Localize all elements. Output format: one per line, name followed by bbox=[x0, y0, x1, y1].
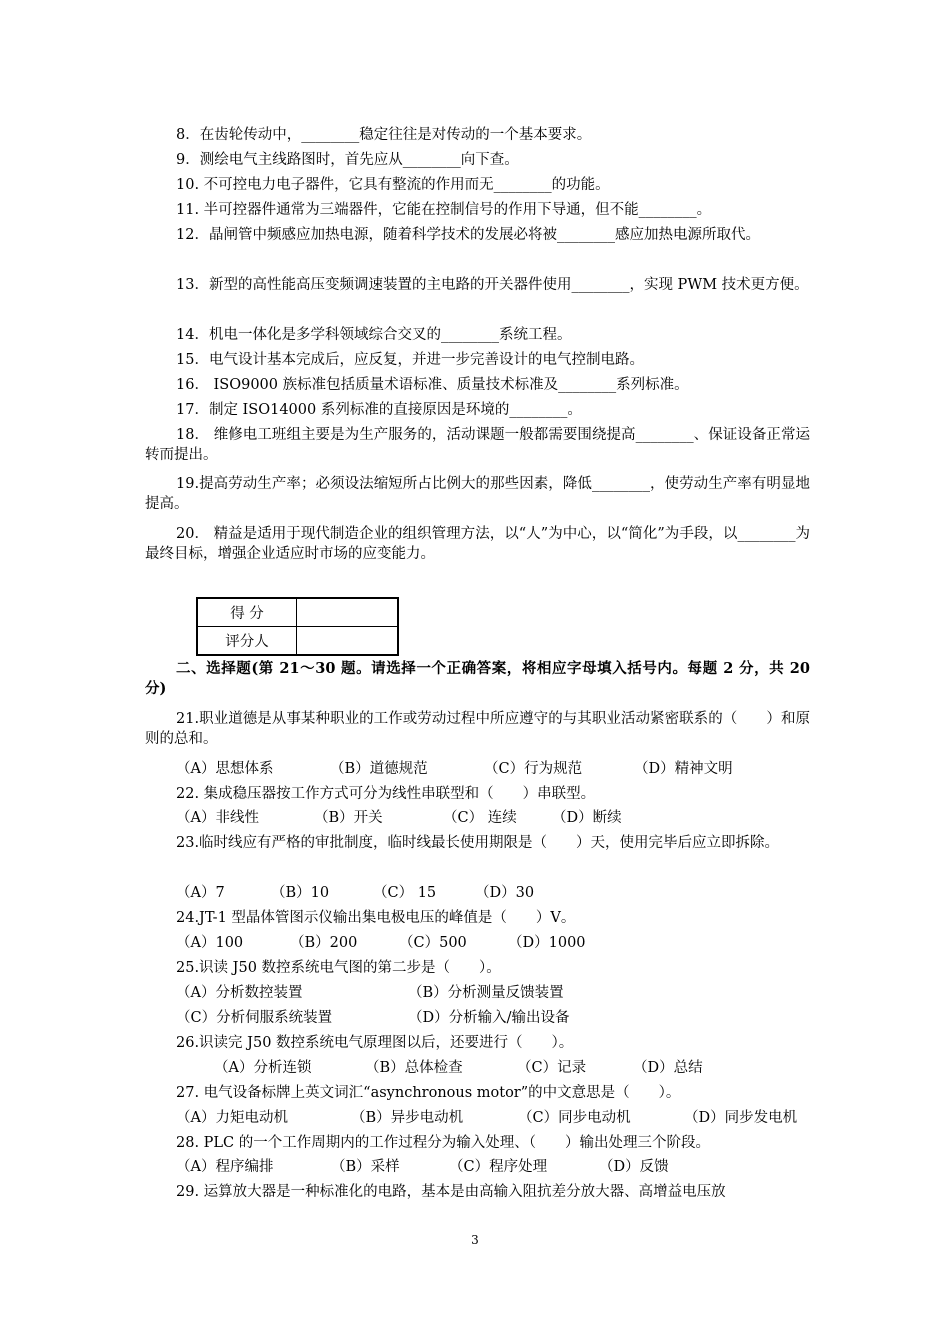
grader-label: 评分人 bbox=[197, 627, 297, 656]
option-24-c: （C）500 bbox=[399, 935, 467, 951]
option-28-a: （A）程序编排 bbox=[176, 1159, 274, 1175]
option-21-a: （A）思想体系 bbox=[176, 761, 274, 777]
option-24-b: （B）200 bbox=[290, 935, 358, 951]
option-25-d: （D）分析输入/输出设备 bbox=[408, 1010, 570, 1026]
option-26-a: （A）分析连锁 bbox=[214, 1060, 312, 1076]
question-9: 9．测绘电气主线路图时，首先应从________向下查。 bbox=[176, 152, 519, 168]
question-16: 16． ISO9000 族标准包括质量术语标准、质量技术标准及________系列标准。 bbox=[176, 377, 689, 393]
question-14: 14．机电一体化是多学科领域综合交叉的________系统工程。 bbox=[176, 327, 572, 343]
option-23-a: （A）7 bbox=[176, 885, 225, 901]
page-number: 3 bbox=[471, 1233, 479, 1247]
option-22-d: （D）断续 bbox=[552, 810, 622, 826]
option-22-b: （B）开关 bbox=[314, 810, 383, 826]
option-26-c: （C）记录 bbox=[517, 1060, 587, 1076]
score-cell bbox=[297, 598, 399, 627]
option-28-c: （C）程序处理 bbox=[449, 1159, 548, 1175]
option-27-b: （B）异步电动机 bbox=[351, 1110, 464, 1126]
option-26-b: （B）总体检查 bbox=[365, 1060, 463, 1076]
option-27-c: （C）同步电动机 bbox=[518, 1110, 631, 1126]
option-23-c: （C） 15 bbox=[373, 885, 437, 901]
option-22-a: （A）非线性 bbox=[176, 810, 259, 826]
option-25-a: （A）分析数控装置 bbox=[176, 985, 303, 1001]
grader-cell bbox=[297, 627, 399, 656]
option-26-d: （D）总结 bbox=[633, 1060, 703, 1076]
option-25-b: （B）分析测量反馈装置 bbox=[408, 985, 564, 1001]
option-24-d: （D）1000 bbox=[508, 935, 586, 951]
option-21-d: （D）精神文明 bbox=[634, 761, 733, 777]
question-8: 8．在齿轮传动中，________稳定往往是对传动的一个基本要求。 bbox=[176, 127, 592, 143]
option-21-c: （C）行为规范 bbox=[484, 761, 583, 777]
question-20: 20． 精益是适用于现代制造企业的组织管理方法，以“人”为中心，以“简化”为手段，以________为最终目标，增强企业适应时市场的应变能力。 bbox=[145, 526, 810, 562]
question-23: 23.临时线应有严格的审批制度，临时线最长使用期限是（ ）天，使用完毕后应立即拆除。 bbox=[176, 835, 780, 851]
option-25-c: （C）分析伺服系统装置 bbox=[176, 1010, 333, 1026]
question-19: 19.提高劳动生产率；必须设法缩短所占比例大的那些因素，降低________，使劳动生产率有明显地提高。 bbox=[145, 476, 810, 512]
question-15: 15．电气设计基本完成后，应反复，并进一步完善设计的电气控制电路。 bbox=[176, 352, 644, 368]
option-23-d: （D）30 bbox=[475, 885, 535, 901]
option-28-b: （B）采样 bbox=[331, 1159, 400, 1175]
question-17: 17．制定 ISO14000 系列标准的直接原因是环境的________。 bbox=[176, 402, 582, 418]
option-21-b: （B）道德规范 bbox=[330, 761, 428, 777]
question-29: 29. 运算放大器是一种标准化的电路，基本是由高输入阻抗差分放大器、高增益电压放 bbox=[176, 1184, 726, 1200]
question-24: 24.JT-1 型晶体管图示仪输出集电极电压的峰值是（ ）V。 bbox=[176, 910, 576, 926]
score-label: 得 分 bbox=[197, 598, 297, 627]
question-27: 27. 电气设备标牌上英文词汇“asynchronous motor”的中文意思是（ ）。 bbox=[176, 1085, 681, 1101]
score-table bbox=[196, 597, 399, 656]
question-25: 25.识读 J50 数控系统电气图的第二步是（ ）。 bbox=[176, 960, 501, 976]
question-12: 12．晶闸管中频感应加热电源，随着科学技术的发展必将被________感应加热电源所取代。 bbox=[176, 227, 760, 243]
question-11: 11. 半可控器件通常为三端器件，它能在控制信号的作用下导通，但不能________。 bbox=[176, 202, 712, 218]
question-10: 10. 不可控电力电子器件，它具有整流的作用而无________的功能。 bbox=[176, 177, 610, 193]
option-27-d: （D）同步发电机 bbox=[684, 1110, 798, 1126]
option-24-a: （A）100 bbox=[176, 935, 244, 951]
option-22-c: （C） 连续 bbox=[443, 810, 517, 826]
question-13: 13．新型的高性能高压变频调速装置的主电路的开关器件使用________，实现 PWM 技术更方便。 bbox=[176, 277, 809, 293]
question-22: 22. 集成稳压器按工作方式可分为线性串联型和（ ）串联型。 bbox=[176, 786, 596, 802]
option-28-d: （D）反馈 bbox=[599, 1159, 669, 1175]
question-26: 26.识读完 J50 数控系统电气原理图以后，还要进行（ ）。 bbox=[176, 1035, 574, 1051]
option-23-b: （B）10 bbox=[271, 885, 330, 901]
option-27-a: （A）力矩电动机 bbox=[176, 1110, 288, 1126]
section-header: 二、选择题(第 21～30 题。请选择一个正确答案，将相应字母填入括号内。每题 2 分，共 20 分) bbox=[145, 660, 810, 697]
question-21: 21.职业道德是从事某种职业的工作或劳动过程中所应遵守的与其职业活动紧密联系的（ ）和原则的总和。 bbox=[145, 711, 810, 747]
question-28: 28. PLC 的一个工作周期内的工作过程分为输入处理、（ ）输出处理三个阶段。 bbox=[176, 1135, 711, 1151]
question-18: 18． 维修电工班组主要是为生产服务的，活动课题一般都需要围绕提高________、保证设备正常运转而提出。 bbox=[145, 427, 810, 463]
